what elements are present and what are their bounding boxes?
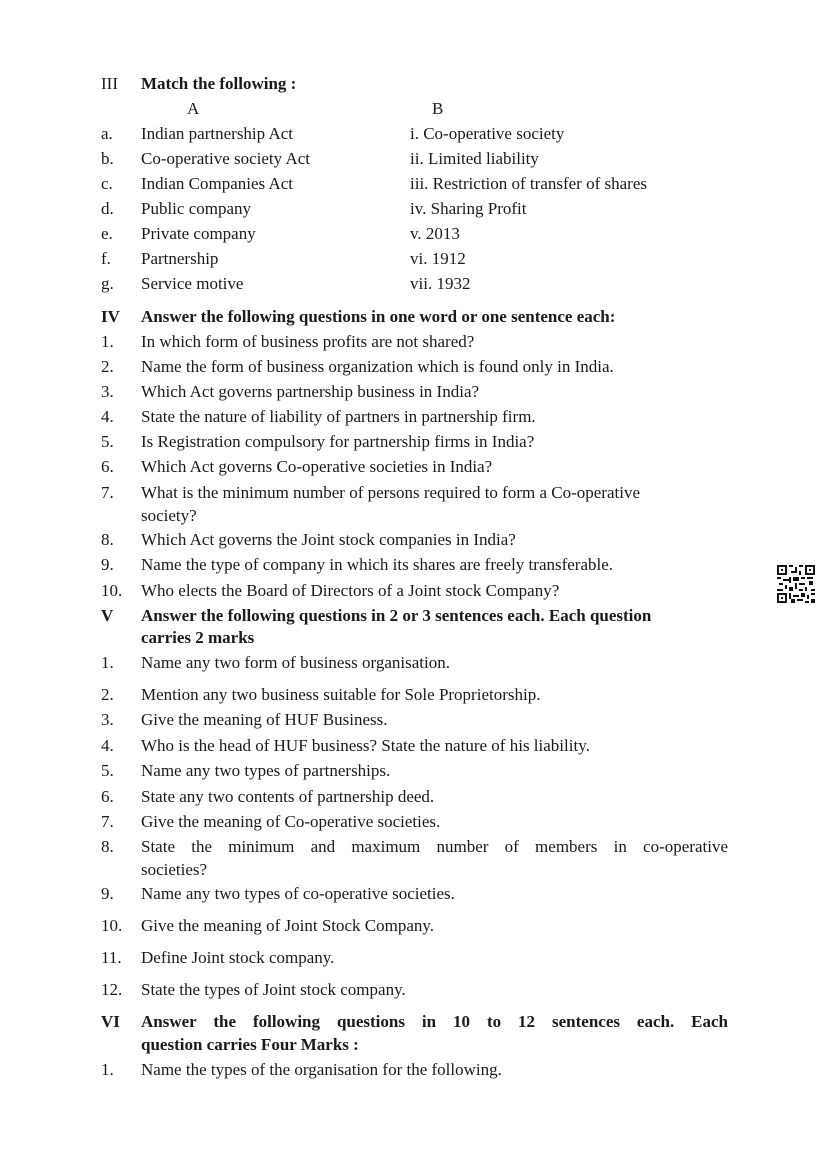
question-text: Who is the head of HUF business? State the nature of his liability. [141,736,590,755]
question-number: 10. [101,916,123,935]
question-number: 2. [101,685,114,704]
question-text: Mention any two business suitable for Sole Proprietorship. [141,685,541,704]
question-text-continued: societies? [141,860,208,879]
question-text: Give the meaning of Co-operative societies. [141,812,441,831]
question-number: 10. [101,581,123,600]
question-number: 12. [101,980,123,999]
match-item-b: iv. Sharing Profit [410,199,527,218]
match-item-a: Partnership [141,249,219,268]
question-number: 11. [101,948,122,967]
question-text: Which Act governs Co-operative societies in India? [141,457,493,476]
question-text: Give the meaning of HUF Business. [141,710,388,729]
match-item-a: Co-operative society Act [141,149,311,168]
question-number: 1. [101,332,114,351]
match-item-b: iii. Restriction of transfer of shares [410,174,647,193]
match-item-b: vi. 1912 [410,249,466,268]
question-number: 8. [101,530,114,549]
section-5-numeral: V [101,606,114,625]
question-text: Name any two types of partnerships. [141,761,391,780]
question-text: Name the types of the organisation for the following. [141,1060,502,1079]
question-text: Who elects the Board of Directors of a Joint stock Company? [141,581,560,600]
match-row-letter: b. [101,149,114,168]
question-text: State the minimum and maximum number of members in co-operative [141,837,728,856]
match-item-b: v. 2013 [410,224,460,243]
section-5-heading: Answer the following questions in 2 or 3 sentences each. Each question [141,606,652,625]
question-text: Name any two form of business organisation. [141,653,450,672]
section-4-heading: Answer the following questions in one word or one sentence each: [141,307,616,326]
question-number: 7. [101,812,114,831]
question-number: 4. [101,736,114,755]
section-5-heading-line2: carries 2 marks [141,628,255,647]
match-item-a: Indian partnership Act [141,124,294,143]
question-text: Name any two types of co-operative societies. [141,884,455,903]
question-number: 8. [101,837,114,856]
question-number: 6. [101,457,114,476]
question-text: Which Act governs partnership business in India? [141,382,480,401]
column-b-header: B [432,99,444,118]
question-number: 9. [101,884,114,903]
question-text: State the types of Joint stock company. [141,980,406,999]
column-a-header: A [187,99,200,118]
match-item-b: i. Co-operative society [410,124,565,143]
question-text: Is Registration compulsory for partnership firms in India? [141,432,535,451]
question-text: Which Act governs the Joint stock companies in India? [141,530,516,549]
section-6-heading: Answer the following questions in 10 to 12 sentences each. Each [141,1012,728,1031]
question-text: Give the meaning of Joint Stock Company. [141,916,435,935]
match-row-letter: a. [101,124,113,143]
question-number: 1. [101,1060,114,1079]
question-text: State any two contents of partnership deed. [141,787,435,806]
question-number: 7. [101,483,114,502]
match-item-b: vii. 1932 [410,274,471,293]
match-row-letter: g. [101,274,114,293]
question-number: 5. [101,432,114,451]
match-row-letter: c. [101,174,113,193]
question-number: 5. [101,761,114,780]
match-row-letter: d. [101,199,114,218]
question-text: What is the minimum number of persons required to form a Co-operative [141,483,641,502]
section-6-numeral: VI [101,1012,120,1031]
question-number: 1. [101,653,114,672]
match-row-letter: f. [101,249,111,268]
section-3-numeral: III [101,74,118,93]
question-text: In which form of business profits are not shared? [141,332,475,351]
question-number: 6. [101,787,114,806]
question-text: Define Joint stock company. [141,948,335,967]
match-item-b: ii. Limited liability [410,149,539,168]
match-item-a: Service motive [141,274,244,293]
question-text-continued: society? [141,506,197,525]
qr-code-icon [777,565,815,603]
question-number: 9. [101,555,114,574]
question-number: 3. [101,710,114,729]
question-text: Name the type of company in which its shares are freely transferable. [141,555,614,574]
match-item-a: Public company [141,199,252,218]
question-number: 2. [101,357,114,376]
match-row-letter: e. [101,224,113,243]
match-item-a: Indian Companies Act [141,174,294,193]
question-number: 4. [101,407,114,426]
section-4-numeral: IV [101,307,120,326]
question-text: State the nature of liability of partners in partnership firm. [141,407,536,426]
match-item-a: Private company [141,224,256,243]
section-3-heading: Match the following : [141,74,297,93]
question-number: 3. [101,382,114,401]
question-text: Name the form of business organization which is found only in India. [141,357,614,376]
section-6-heading-line2: question carries Four Marks : [141,1035,359,1054]
